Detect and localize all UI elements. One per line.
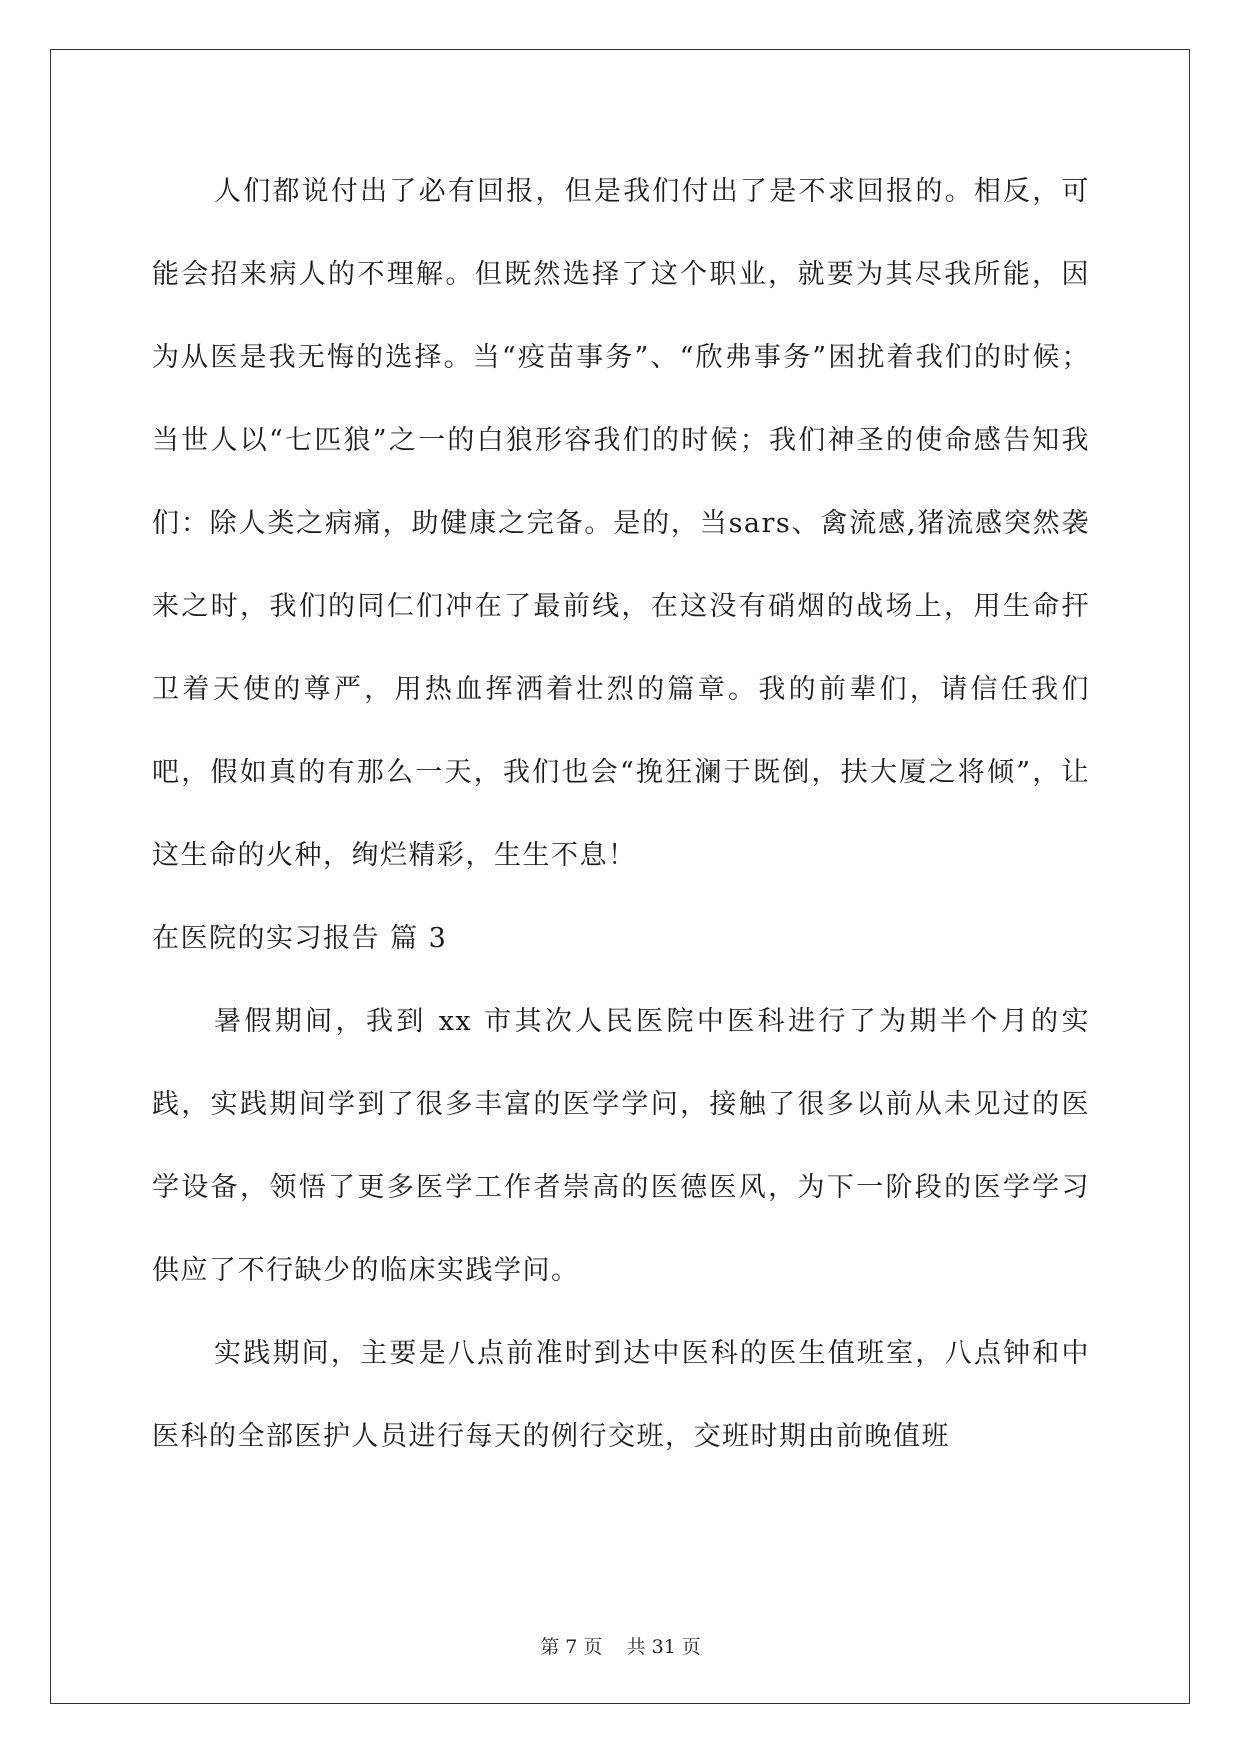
paragraph-3: 实践期间，主要是八点前准时到达中医科的医生值班室，八点钟和中医科的全部医护人员进行每天的例行交班，交班时期由前晚值班 — [152, 1338, 1090, 1452]
page-footer — [0, 1632, 1241, 1659]
page-number: 第 7 页 共 31 页 — [540, 1636, 701, 1658]
document-body — [152, 150, 1090, 1478]
section-heading: 在医院的实习报告 篇 3 — [152, 923, 448, 954]
paragraph-1: 人们都说付出了必有回报，但是我们付出了是不求回报的。相反，可能会招来病人的不理解。但既然选择了这个职业，就要为其尽我所能，因为从医是我无悔的选择。当“疫苗事务”、“欣弗事务”困扰着我们的时候；当世人以“七匹狼”之一的白狼形容我们的时候；我们神圣的使命感告知我们：除人类之病痛，助健康之完备。是的，当sars、禽流感,猪流感突然袭来之时，我们的同仁们冲在了最前线，在这没有硝烟的战场上，用生命扞卫着天使的尊严，用热血挥洒着壮烈的篇章。我的前辈们，请信任我们吧，假如真的有那么一天，我们也会“挽狂澜于既倒，扶大厦之将倾”，让这生命的火种，绚烂精彩，生生不息！ — [152, 176, 1090, 871]
paragraph-2: 暑假期间，我到 xx 市其次人民医院中医科进行了为期半个月的实践，实践期间学到了很多丰富的医学学问，接触了很多以前从未见过的医学设备，领悟了更多医学工作者崇高的医德医风，为下一阶段的医学学习供应了不行缺少的临床实践学问。 — [152, 1006, 1090, 1286]
